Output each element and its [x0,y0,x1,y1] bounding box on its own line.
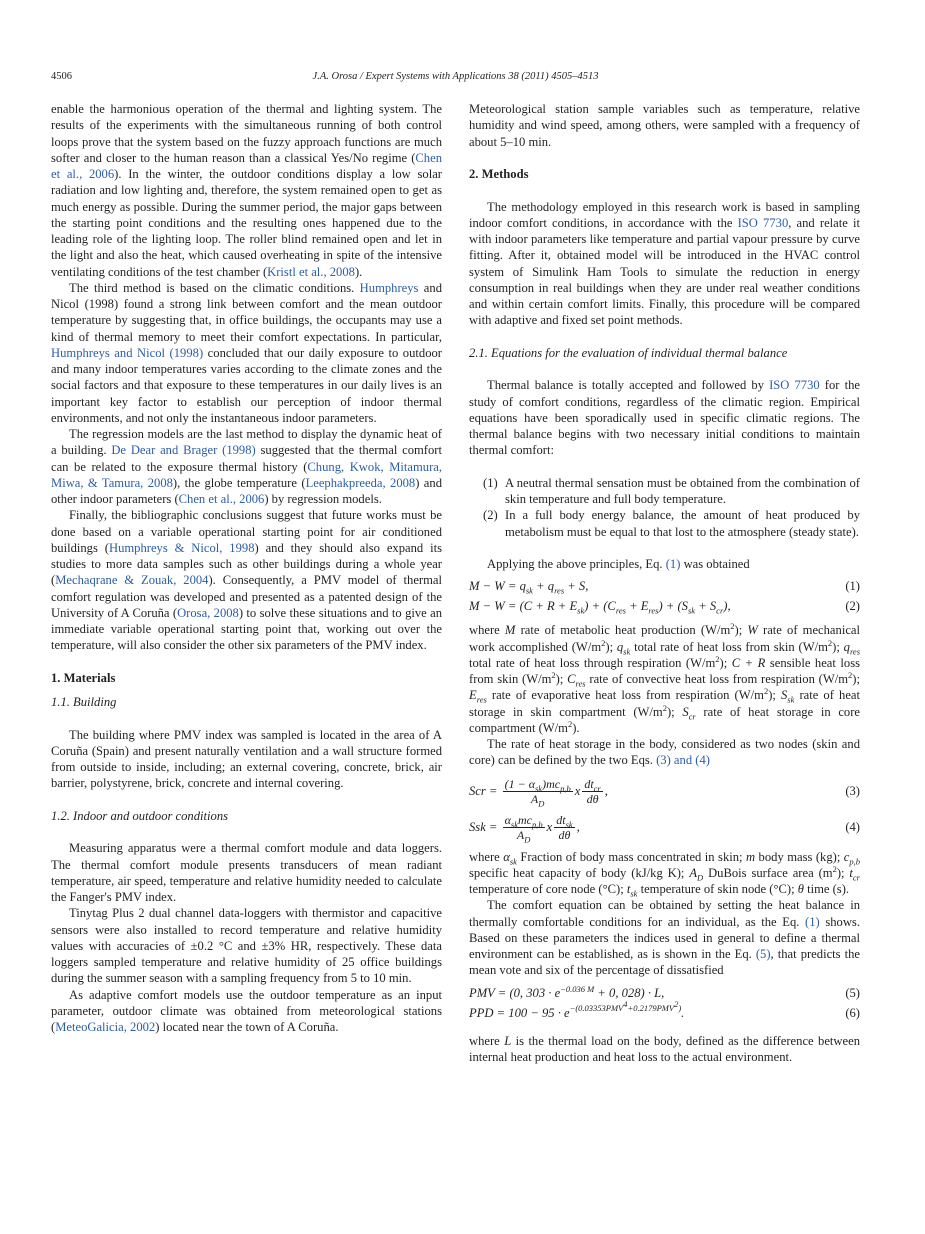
equation-link[interactable]: (5) [755,947,771,961]
equation-5: PMV = (0, $303 \cdot e^{-0.036 M} + 0$, 028) · L, (5) [469,983,860,1000]
paragraph: where M rate of metabolic heat production $(W/m^2)$; W rate of mechanical work accomplished $(W/m^2)$; $q_{sk}$ total rate of heat loss from skin $(W/m^2)$; $q_{res}$ total rate of heat loss through respiration $(W/m^2)$; C + R sensible heat loss from skin $(W/m^2)$; $C_{res}$ rate of convective heat loss from respiration $(W/m^2)$; $E_{res}$ rate of evaporative heat loss from respiration $(W/m^2)$; $S_{sk}$ rate of heat storage in skin compartment $(W/m^2)$; $S_{cr}$ rate of heat storage in core compartment $(W/m^2)$. [469,621,861,735]
standard-link[interactable]: ISO 7730 [769,378,820,393]
paragraph: Meteorological station sample variables such as temperature, relative humidity and wind speed, among others, were sampled with a frequency of about 5–10 min. [469,102,860,149]
subsection-heading-equations: 2.1. Equations for the evaluation of individual thermal balance [469,345,788,360]
subsection-heading-building: 1.1. Building [51,695,117,709]
equation-3: Scr = $\frac{(1 - \alpha_{sk})mc_{p,b}}{A_D}$ x $\frac{dt_{cr}}{d\theta}$ , (3) [469,777,860,809]
paragraph: The building where PMV index was sampled is located in the area of A Coruña (Spain) and present naturally ventilation and a wall structure formed from outside to inside, including; an external covering, concrete, brick, air barrier, polystyrene, brick, concrete and internal covering. [51,727,442,791]
paragraph: The regression models are the last method to display the dynamic heat of a building. De Dear and Brager (1998) suggested that the thermal comfort can be related to the exposure thermal history (Chung, Kwok, Mitamura, Miwa, & Tamura, 2008), the globe temperature (Leephakpreeda, 2008) and other indoor parameters (Chen et al., 2006) by regression models. [51,427,443,506]
citation-link[interactable]: Leephakpreeda, 2008 [305,475,416,490]
equation-link[interactable]: (1) [805,914,820,929]
page-number: 4506 [51,71,72,82]
citation-link[interactable]: Kristl et al., 2008 [267,264,355,279]
journal-citation: J.A. Orosa / Expert Systems with Applications 38 (2011) 4505–4513 [312,71,599,82]
paragraph: The rate of heat storage in the body, considered as two nodes (skin and core) can be defined by the two Eqs. (3) and (4) [469,737,860,768]
equation-link[interactable]: (3) and (4) [656,753,710,768]
equation-4: Ssk = $\frac{\alpha_{sk}mc_{p,b}}{A_D}$ x $\frac{dt_{sk}}{d\theta}$ , (4) [469,813,860,845]
left-column [51,101,442,1035]
paragraph: As adaptive comfort models use the outdoor temperature as an input parameter, outdoor climate was obtained from meteorological stations (MeteoGalicia, 2002) located near the town of A Coruña. [51,987,442,1034]
equation-1: $M - W = q_{sk} + q_{res} + S$, (1) [469,579,860,596]
equation-6: PPD = $100 - 95 \cdot e^{-(0.03353PMV^4+0.2179PMV^2)}$. (6) [469,999,860,1020]
paragraph: where $\alpha_{sk}$ Fraction of body mass concentrated in skin; m body mass (kg); $c_{p,b}$ specific heat capacity of body (kJ/kg K); $A_D$ DuBois surface area $(m^2)$; $t_{cr}$ temperature of core node (°C); $t_{sk}$ temperature of skin node (°C); θ time (s). [469,849,860,899]
paragraph: The third method is based on the climatic conditions. Humphreys and Nicol (1998) found a strong link between comfort and the mean outdoor temperature by suggesting that, in office buildings, the occupants may use a kind of thermal memory to meet their comfort expectations. In particular, Humphreys and Nicol (1998) concluded that our daily exposure to outdoor and many indoor temperatures varies according to the climate zones and the social factors and that exposure to these temperatures in our daily lives is an important key factor to establish our perception of indoor thermal environments, and not only the instantaneous indoor parameters. [51,280,442,425]
equation-link[interactable]: (1) [665,557,681,571]
equation-2: $M - W = (C + R + E_{sk}) + (C_{res} + E_{res}) + (S_{sk} + S_{cr})$, (2) [469,599,860,616]
paragraph: The methodology employed in this research work is based in sampling indoor comfort conditions, in accordance with the ISO 7730, and relate it with indoor parameters like temperature and partial vapour pressure by curve fitting. After it, obtained model will be introduced in the HVAC control system of Simulink Ham Tools to simulate the reduction in energy consumption in real buildings when they are under real weather conditions and within certain comfort limits. Finally, this procedure will be compared with adaptive and fixed set point methods. [469,199,860,328]
list-item: (2) In a full body energy balance, the amount of heat produced by metabolism must be equal to that lost to the atmosphere (steady state). [483,508,860,539]
citation-link[interactable]: Chung, Kwok, Mitamura, Miwa, & Tamura, 2008 [51,459,443,490]
citation-link[interactable]: Humphreys & Nicol, 1998 [108,540,255,555]
paragraph: enable the harmonious operation of the thermal and lighting system. The results of the experiments with the simultaneous running of both control loops prove that the system based on the fuzzy approach functions are much softer and closer to the human reason than a classical Yes/No regime (Chen et al., 2006). In the winter, the outdoor conditions display a low solar radiation and low lighting and, therefore, the system remained open to get as much energy as possible. During the summer period, the major gaps between the starting point conditions and the resulting ones happened due to the leading role of the lighting loop. The roller blind remained open and let in the light and also the heat, which caused overheating in spite of the intensive ventilating conditions of the test chamber (Kristl et al., 2008). [51,102,442,279]
citation-link[interactable]: Humphreys [359,280,419,295]
subsection-heading-conditions: 1.2. Indoor and outdoor conditions [51,808,229,823]
paragraph: Measuring apparatus were a thermal comfort module and data loggers. The thermal comfort module presents transducers of mean radiant temperature, air speed, temperature and relative humidity needed to calculate the Fanger's PMV index. [51,841,442,904]
citation-link[interactable]: MeteoGalicia, 2002 [55,1020,156,1034]
paragraph: Thermal balance is totally accepted and followed by ISO 7730 for the study of comfort conditions, regardless of the climatic region. Empirical equations have been sporadically used in specific climatic regions. The thermal balance begins with two necessary initial conditions to maintain thermal comfort: [469,378,860,458]
page-header [51,71,860,87]
citation-link[interactable]: Chen et al., 2006 [51,150,442,181]
section-heading-methods: 2. Methods [469,167,529,181]
citation-link[interactable]: Humphreys and Nicol (1998) [51,345,204,360]
condition-list [469,475,860,540]
section-heading-materials: 1. Materials [51,670,116,685]
list-item: (1) A neutral thermal sensation must be obtained from the combination of skin temperature and full body temperature. [483,475,860,506]
citation-link[interactable]: Mechaqrane & Zouak, 2004 [55,573,209,588]
paragraph: where L is the thermal load on the body, defined as the difference between internal heat production and heat loss to the actual environment. [469,1033,860,1064]
right-column [469,101,860,1065]
citation-link[interactable]: Orosa, 2008 [177,605,239,620]
paragraph: The comfort equation can be obtained by setting the heat balance in thermally comfortable conditions for an individual, as the Eq. (1) shows. Based on these parameters the indices used in general to define a thermal environment can be established, as is shown in the Eq. (5), that predicts the mean vote and six of the percentage of dissatisfied [469,898,861,978]
citation-link[interactable]: Chen et al., 2006 [178,492,265,506]
citation-link[interactable]: De Dear and Brager (1998) [111,443,256,458]
paragraph: Tinytag Plus 2 dual channel data-loggers with thermistor and capacitive sensors were also installed to record temperature and relative humidity values with accuracies of ±0.2 °C and ±3% HR, respectively. These data loggers sampled temperature and relative humidity of 25 office buildings during the summer season with a sampling frequency from 5 to 10 min. [51,906,442,986]
standard-link[interactable]: ISO 7730 [737,215,789,230]
paragraph: Finally, the bibliographic conclusions suggest that future works must be done based on a variable operational starting point for air conditioned buildings (Humphreys & Nicol, 1998) and they should also expand its studies to more data samples such as other buildings during a whole year (Mechaqrane & Zouak, 2004). Consequently, a PMV model of thermal comfort regulation was developed and presented as a patented design of the University of A Coruña (Orosa, 2008) to solve these situations and to give an immediate variable operational starting point that, working out over the temperature, will also consider the other six parameters of the PMV index. [51,508,443,653]
paragraph: Applying the above principles, Eq. (1) was obtained [487,557,750,571]
